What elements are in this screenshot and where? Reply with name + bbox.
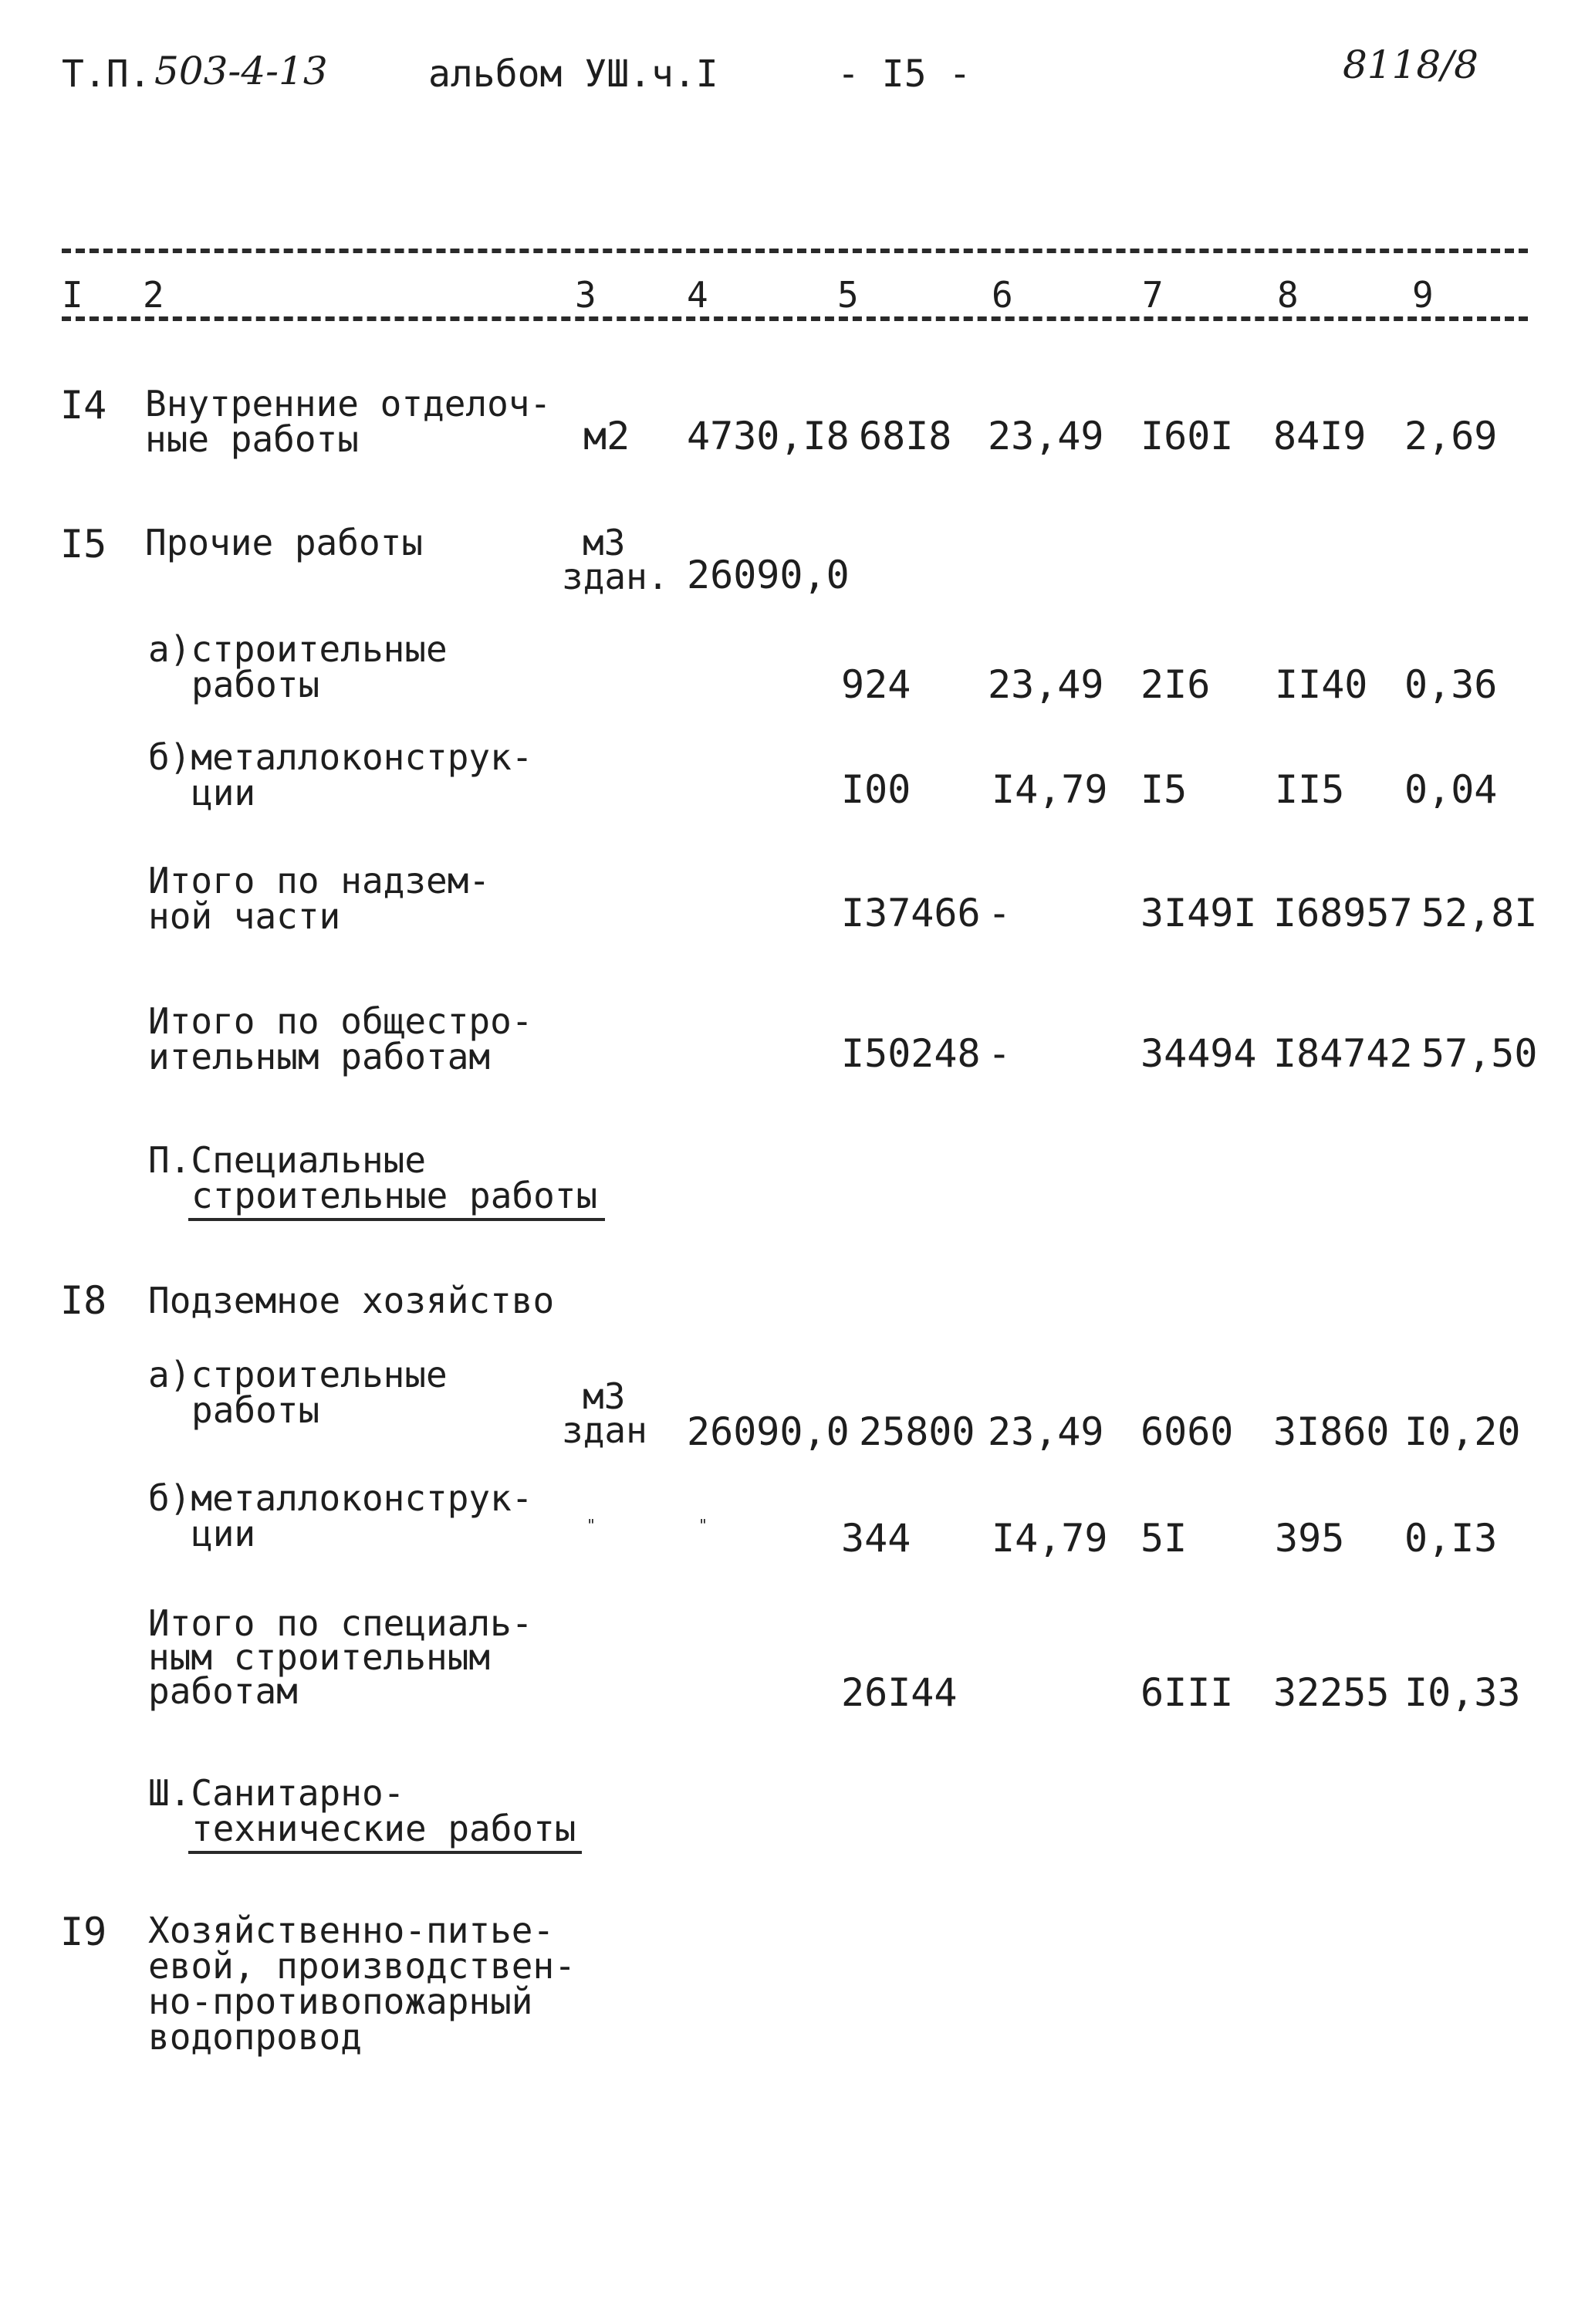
section-3-title-1: Ш.Санитарно- bbox=[148, 1772, 405, 1814]
row-14-unit: м2 bbox=[583, 414, 630, 458]
row-19-label-1: Хозяйственно-питье- bbox=[148, 1910, 555, 1951]
total-special-col7: 6III bbox=[1140, 1670, 1234, 1715]
row-18a-label-1: а)строительные bbox=[148, 1354, 448, 1395]
total-general-col6: - bbox=[988, 1031, 1012, 1076]
col-header-2: 2 bbox=[143, 274, 164, 316]
row-18a-unit-2: здан bbox=[562, 1409, 647, 1451]
row-15b-col5: I00 bbox=[841, 767, 911, 812]
total-above-col8: I68957 bbox=[1273, 891, 1413, 935]
row-14-col5: 68I8 bbox=[859, 414, 952, 458]
row-18b-col4-ditto: " bbox=[698, 1516, 708, 1534]
row-18a-col9: I0,20 bbox=[1404, 1409, 1521, 1454]
row-15b-col8: II5 bbox=[1275, 767, 1345, 812]
total-general-label-2: ительным работам bbox=[148, 1036, 491, 1077]
row-15b-col7: I5 bbox=[1140, 767, 1188, 812]
total-general-label-1: Итого по общестро- bbox=[148, 1000, 533, 1042]
row-19-label-4: водопровод bbox=[148, 2016, 362, 2058]
total-above-col5: I37466 bbox=[841, 891, 981, 935]
row-14-label-2: ные работы bbox=[145, 418, 359, 460]
total-above-label-2: ной части bbox=[148, 895, 341, 937]
row-15b-label-2: ции bbox=[191, 772, 256, 814]
page-number: - I5 - bbox=[837, 52, 972, 96]
total-general-col5: I50248 bbox=[841, 1031, 981, 1076]
col-header-6: 6 bbox=[992, 274, 1013, 316]
row-18b-col6: I4,79 bbox=[992, 1516, 1108, 1561]
row-15a-col7: 2I6 bbox=[1140, 662, 1211, 707]
row-15b-label-1: б)металлоконструк- bbox=[148, 736, 533, 778]
total-special-label-3: работам bbox=[148, 1670, 298, 1712]
section-2-underline bbox=[188, 1218, 605, 1221]
section-2-title-2: строительные работы bbox=[191, 1175, 598, 1216]
row-18b-label-2: ции bbox=[191, 1513, 256, 1554]
row-15a-col5: 924 bbox=[841, 662, 911, 707]
row-19-number: I9 bbox=[60, 1910, 107, 1954]
row-19-label-3: но-противопожарный bbox=[148, 1981, 533, 2022]
row-14-number: I4 bbox=[60, 383, 107, 428]
total-special-col5: 26I44 bbox=[841, 1670, 958, 1715]
row-18a-unit-1: м3 bbox=[583, 1375, 626, 1417]
row-15-label: Прочие работы bbox=[145, 522, 424, 563]
row-18a-col8: 3I860 bbox=[1273, 1409, 1390, 1454]
row-15-unit-1: м3 bbox=[583, 522, 626, 563]
total-general-col8: I84742 bbox=[1273, 1031, 1413, 1076]
total-special-col8: 32255 bbox=[1273, 1670, 1390, 1715]
row-15-qty: 26090,0 bbox=[687, 553, 850, 597]
col-header-9: 9 bbox=[1412, 274, 1434, 316]
row-14-col9: 2,69 bbox=[1404, 414, 1498, 458]
row-15a-col9: 0,36 bbox=[1404, 662, 1498, 707]
row-14-col7: I60I bbox=[1140, 414, 1234, 458]
row-18b-col8: 395 bbox=[1275, 1516, 1345, 1561]
row-18a-col6: 23,49 bbox=[988, 1409, 1104, 1454]
total-general-col9: 57,50 bbox=[1421, 1031, 1538, 1076]
row-18b-col5: 344 bbox=[841, 1516, 911, 1561]
total-special-label-1: Итого по специаль- bbox=[148, 1602, 533, 1644]
album-label: альбом УШ.ч.I bbox=[428, 52, 718, 96]
section-3-title-2: технические работы bbox=[191, 1808, 576, 1849]
total-above-label-1: Итого по надзем- bbox=[148, 860, 491, 902]
row-18b-col3-ditto: " bbox=[586, 1516, 596, 1534]
total-special-col9: I0,33 bbox=[1404, 1670, 1521, 1715]
row-18a-col5: 25800 bbox=[859, 1409, 975, 1454]
header-rule-top bbox=[62, 249, 1528, 253]
total-above-col9: 52,8I bbox=[1421, 891, 1538, 935]
row-19-label-2: евой, производствен- bbox=[148, 1945, 576, 1987]
row-15a-label-1: а)строительные bbox=[148, 628, 448, 670]
col-header-7: 7 bbox=[1142, 274, 1164, 316]
row-15b-col9: 0,04 bbox=[1404, 767, 1498, 812]
row-15b-col6: I4,79 bbox=[992, 767, 1108, 812]
header-rule-bottom bbox=[62, 316, 1528, 321]
row-18b-label-1: б)металлоконструк- bbox=[148, 1477, 533, 1519]
col-header-3: 3 bbox=[575, 274, 596, 316]
row-18b-col9: 0,I3 bbox=[1404, 1516, 1498, 1561]
tp-prefix: Т.П. bbox=[62, 52, 151, 96]
row-15a-label-2: работы bbox=[191, 664, 320, 705]
tp-number: 503-4-13 bbox=[154, 49, 328, 93]
row-18-label: Подземное хозяйство bbox=[148, 1280, 555, 1321]
row-18a-label-2: работы bbox=[191, 1389, 320, 1431]
row-18-number: I8 bbox=[60, 1278, 107, 1323]
document-stamp: 8118/8 bbox=[1343, 42, 1478, 87]
row-14-col8: 84I9 bbox=[1273, 414, 1367, 458]
col-header-5: 5 bbox=[837, 274, 859, 316]
row-14-label-1: Внутренние отделоч- bbox=[145, 383, 552, 425]
row-18a-col7: 6060 bbox=[1140, 1409, 1234, 1454]
row-18a-qty: 26090,0 bbox=[687, 1409, 850, 1454]
section-2-title-1: П.Специальные bbox=[148, 1139, 427, 1181]
row-15a-col8: II40 bbox=[1275, 662, 1368, 707]
row-14-qty: 4730,I8 bbox=[687, 414, 850, 458]
row-15-unit-2: здан. bbox=[562, 556, 669, 597]
row-18b-col7: 5I bbox=[1140, 1516, 1188, 1561]
total-special-label-2: ным строительным bbox=[148, 1636, 491, 1678]
total-general-col7: 34494 bbox=[1140, 1031, 1257, 1076]
row-15a-col6: 23,49 bbox=[988, 662, 1104, 707]
col-header-4: 4 bbox=[687, 274, 708, 316]
total-above-col6: - bbox=[988, 891, 1012, 935]
col-header-8: 8 bbox=[1277, 274, 1299, 316]
row-14-col6: 23,49 bbox=[988, 414, 1104, 458]
total-above-col7: 3I49I bbox=[1140, 891, 1257, 935]
section-3-underline bbox=[188, 1851, 582, 1854]
row-15-number: I5 bbox=[60, 522, 107, 567]
col-header-1: I bbox=[62, 274, 83, 316]
